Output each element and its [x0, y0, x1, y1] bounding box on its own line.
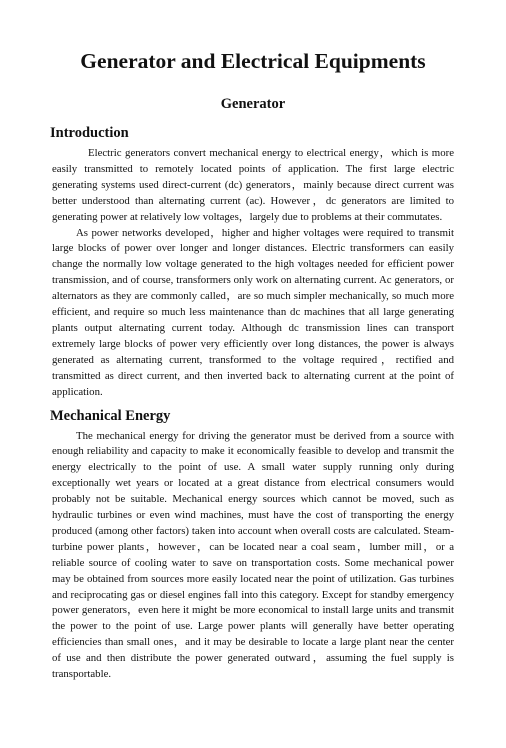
- document-title: Generator and Electrical Equipments: [80, 49, 426, 73]
- intro-paragraph-2: As power networks developed，higher and higher voltages were required to transmit large blocks of power over longer and longer distances. Electric transformers can easily change the normally low voltage generated to the high voltages needed for efficient power transmission, and of course, transformers only work on alternating current. Ac generators, or alternators as they are commonly called，are so much simpler mechanically, so much more efficient, and require so much less maintenance than dc machines that all large generating plants output alternating current today. Although dc transmission lines can transport extremely large blocks of power very efficiently over long distances, the power is always generated as alternating current, transformed to the voltage required，rectified and transmitted as direct current, and then inverted back to alternating current at the point of application.: [52, 226, 454, 398]
- section-title: Generator: [220, 96, 286, 112]
- heading-mechanical-energy: Mechanical Energy: [50, 407, 171, 424]
- intro-paragraph-1: Electric generators convert mechanical energy to electrical energy，which is more easily transmitted to remotely located points of application. The first large electric generating systems used direct-current (dc) generators，mainly because direct current was better understood than alternating current (ac). However，dc generators are limited to generating power at relatively low voltages，largely due to problems at their commutates.: [52, 147, 454, 223]
- heading-introduction: Introduction: [50, 125, 129, 141]
- mechanical-paragraph-1: The mechanical energy for driving the generator must be derived from a source with enough reliability and capacity to make it economically feasible to develop and transmit the energy electrically to the point of use. A small water supply running only during exceptionally wet years or located at a great distance from electrical consumers would probably not be suitable. Mechanical energy sources which cannot be moved, such as hydraulic turbines or even wind machines, must have the cost of transporting the energy produced (among other factors) taken into account when overall costs are calculated. Steam-turbine power plants，however，can be located near a coal seam，lumber mill，or a reliable source of cooling water to save on transportation costs. Some mechanical power may be obtained from sources more easily located near the point of utilization. Gas turbines and reciprocating gas or diesel engines fall into this category. Except for standby emergency power generators，even here it might be more economical to install large units and transmit the power to the point of use. Large power plants will generally have better operating efficiencies than small ones，and it may be desirable to locate a large plant near the center of use and then distribute the power generated outward，assuming the fuel supply is transportable.: [52, 429, 454, 681]
